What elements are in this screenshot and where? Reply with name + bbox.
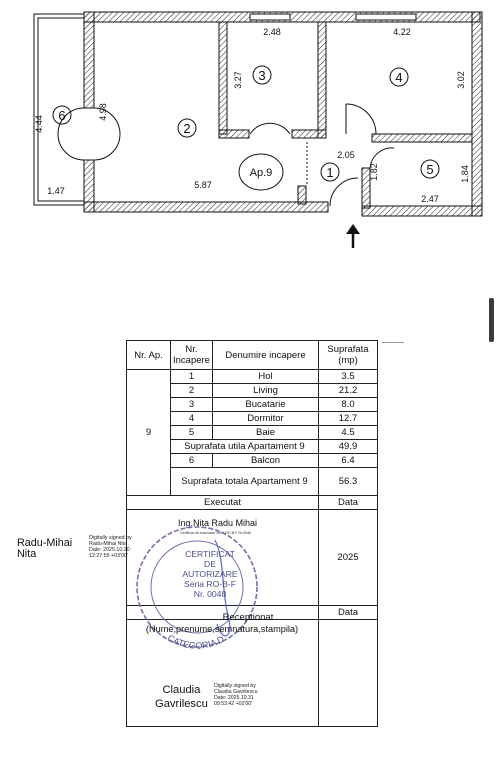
room-area: 12.7: [319, 412, 378, 426]
room-name: Baie: [213, 426, 319, 440]
sig-detail: 09:53:42 +02'00': [214, 701, 253, 707]
certificate-line: Certificat de autorizare Seria RO-B-F Nr.0048: [180, 531, 251, 535]
door-bedroom-arc: [346, 104, 376, 134]
balcony-nr: 6: [171, 454, 213, 468]
room-name: Living: [213, 384, 319, 398]
header-nr-incapere: Nr. Incapere: [171, 341, 213, 370]
room-area: 3.5: [319, 370, 378, 384]
room-surface-table: [126, 340, 378, 727]
balcony-area: 6.4: [319, 454, 378, 468]
signer-left-line1: Radu-Mihai: [17, 537, 73, 549]
sig-detail: Radu-Mihai Nita: [89, 541, 127, 547]
room-nr: 1: [171, 370, 213, 384]
wall-entry-stub: [298, 186, 306, 204]
door-entry-arc: [330, 178, 358, 206]
dim-kitchen-height: 3.27: [233, 71, 243, 89]
sig-detail: Digitally signed by: [89, 535, 132, 541]
room-number-5: 5: [426, 162, 434, 177]
dim-balcony-height: 4.44: [34, 115, 44, 133]
dim-hall-height: 1.82: [369, 163, 379, 181]
executat-header: Executat: [127, 496, 319, 510]
room-nr: 4: [171, 412, 213, 426]
sig-detail: Date: 2025.10.31: [214, 695, 254, 701]
stamp-line: DE: [204, 559, 216, 569]
room-number-3: 3: [258, 68, 266, 83]
stamp-line: Nr. 0048: [193, 589, 227, 599]
table-edge-line: [382, 342, 404, 343]
dim-balcony-width: 1.47: [47, 186, 65, 196]
window-kitchen: [250, 14, 290, 20]
receptionat-sub: (Nume,prenume,semnatura,stampila): [145, 624, 299, 634]
room-nr: 3: [171, 398, 213, 412]
wall-kitchen-bottom: [219, 130, 249, 138]
room-area: 21.2: [319, 384, 378, 398]
dim-hall-width: 2.05: [337, 150, 355, 160]
dim-bath-width: 2.47: [421, 194, 439, 204]
signer-right-line1: Claudia: [162, 684, 201, 696]
entry-arrow-icon: [346, 224, 360, 248]
wall-right: [472, 12, 482, 216]
wall-kitchen-right: [318, 22, 326, 138]
executat-year: 2025: [319, 510, 378, 606]
wall-left-lower: [84, 160, 94, 212]
dim-bath-height: 1.84: [460, 165, 470, 183]
executor-name: Ing.Nita Radu Mihai: [178, 518, 258, 528]
floor-plan: [0, 0, 498, 260]
room-area: 8.0: [319, 398, 378, 412]
wall-left-upper: [84, 12, 94, 108]
stamp-line: Seria RO-B-F: [183, 579, 237, 589]
data-header-2: Data: [319, 606, 378, 620]
dim-living-height: 4.98: [98, 103, 108, 121]
wall-bedroom-bottom: [372, 134, 472, 142]
dim-kitchen-width: 2.48: [263, 27, 281, 37]
room-nr: 5: [171, 426, 213, 440]
signature-right-details: [214, 683, 258, 707]
room-name: Hol: [213, 370, 319, 384]
room-number-2: 2: [183, 121, 191, 136]
header-denumire: Denumire incapere: [213, 341, 319, 370]
wall-kitchen-bottom-r: [292, 130, 326, 138]
header-suprafata: Suprafata (mp): [319, 341, 378, 370]
room-area: 4.5: [319, 426, 378, 440]
sig-detail: 12:27:55 +03'00': [89, 553, 128, 559]
stamp-ring-text: CATEGORIA D: [165, 632, 226, 651]
signature-left-details: [89, 535, 132, 559]
apartment-number-cell: 9: [127, 370, 171, 496]
stamp-text: [175, 549, 245, 599]
dim-bedroom-width: 4.22: [393, 27, 411, 37]
room-number-6: 6: [58, 108, 66, 123]
wall-kitchen-left: [219, 22, 227, 134]
wall-bottom-right: [362, 206, 482, 216]
sig-detail: Claudia Gavrilescu: [214, 689, 258, 695]
scrollbar-thumb[interactable]: [489, 298, 494, 342]
wall-bottom-left: [84, 202, 328, 212]
apartment-label: Ap.9: [249, 167, 273, 179]
sig-detail: Digitally signed by: [214, 683, 256, 689]
balcony-name: Balcon: [213, 454, 319, 468]
sig-detail: Date: 2025.10.20: [89, 547, 130, 553]
dim-living-width: 5.87: [194, 180, 212, 190]
total-area-value: 56.3: [319, 468, 378, 496]
room-name: Bucatarie: [213, 398, 319, 412]
room-number-4: 4: [395, 70, 403, 85]
useful-area-label: Suprafata utila Apartament 9: [171, 440, 319, 454]
data-header: Data: [319, 496, 378, 510]
useful-area-value: 49.9: [319, 440, 378, 454]
total-area-label: Suprafata totala Apartament 9: [171, 468, 319, 496]
stamp-line: AUTORIZARE: [182, 569, 238, 579]
signer-right-line2: Gavrilescu: [155, 698, 208, 710]
receiver-date-cell: [319, 620, 378, 727]
dim-bedroom-height: 3.02: [456, 71, 466, 89]
room-nr: 2: [171, 384, 213, 398]
room-number-1: 1: [326, 165, 334, 180]
header-nr-ap: Nr. Ap.: [127, 341, 171, 370]
stamp-line: CERTIFICAT: [185, 549, 235, 559]
door-kitchen-arc: [250, 123, 290, 134]
signer-right-name: [155, 683, 208, 711]
window-bedroom: [356, 14, 416, 20]
signer-left-line2: Nita: [17, 548, 37, 560]
signer-left-name: [17, 538, 72, 560]
room-name: Dormitor: [213, 412, 319, 426]
receptionat-label: Receptionat: [222, 612, 274, 623]
